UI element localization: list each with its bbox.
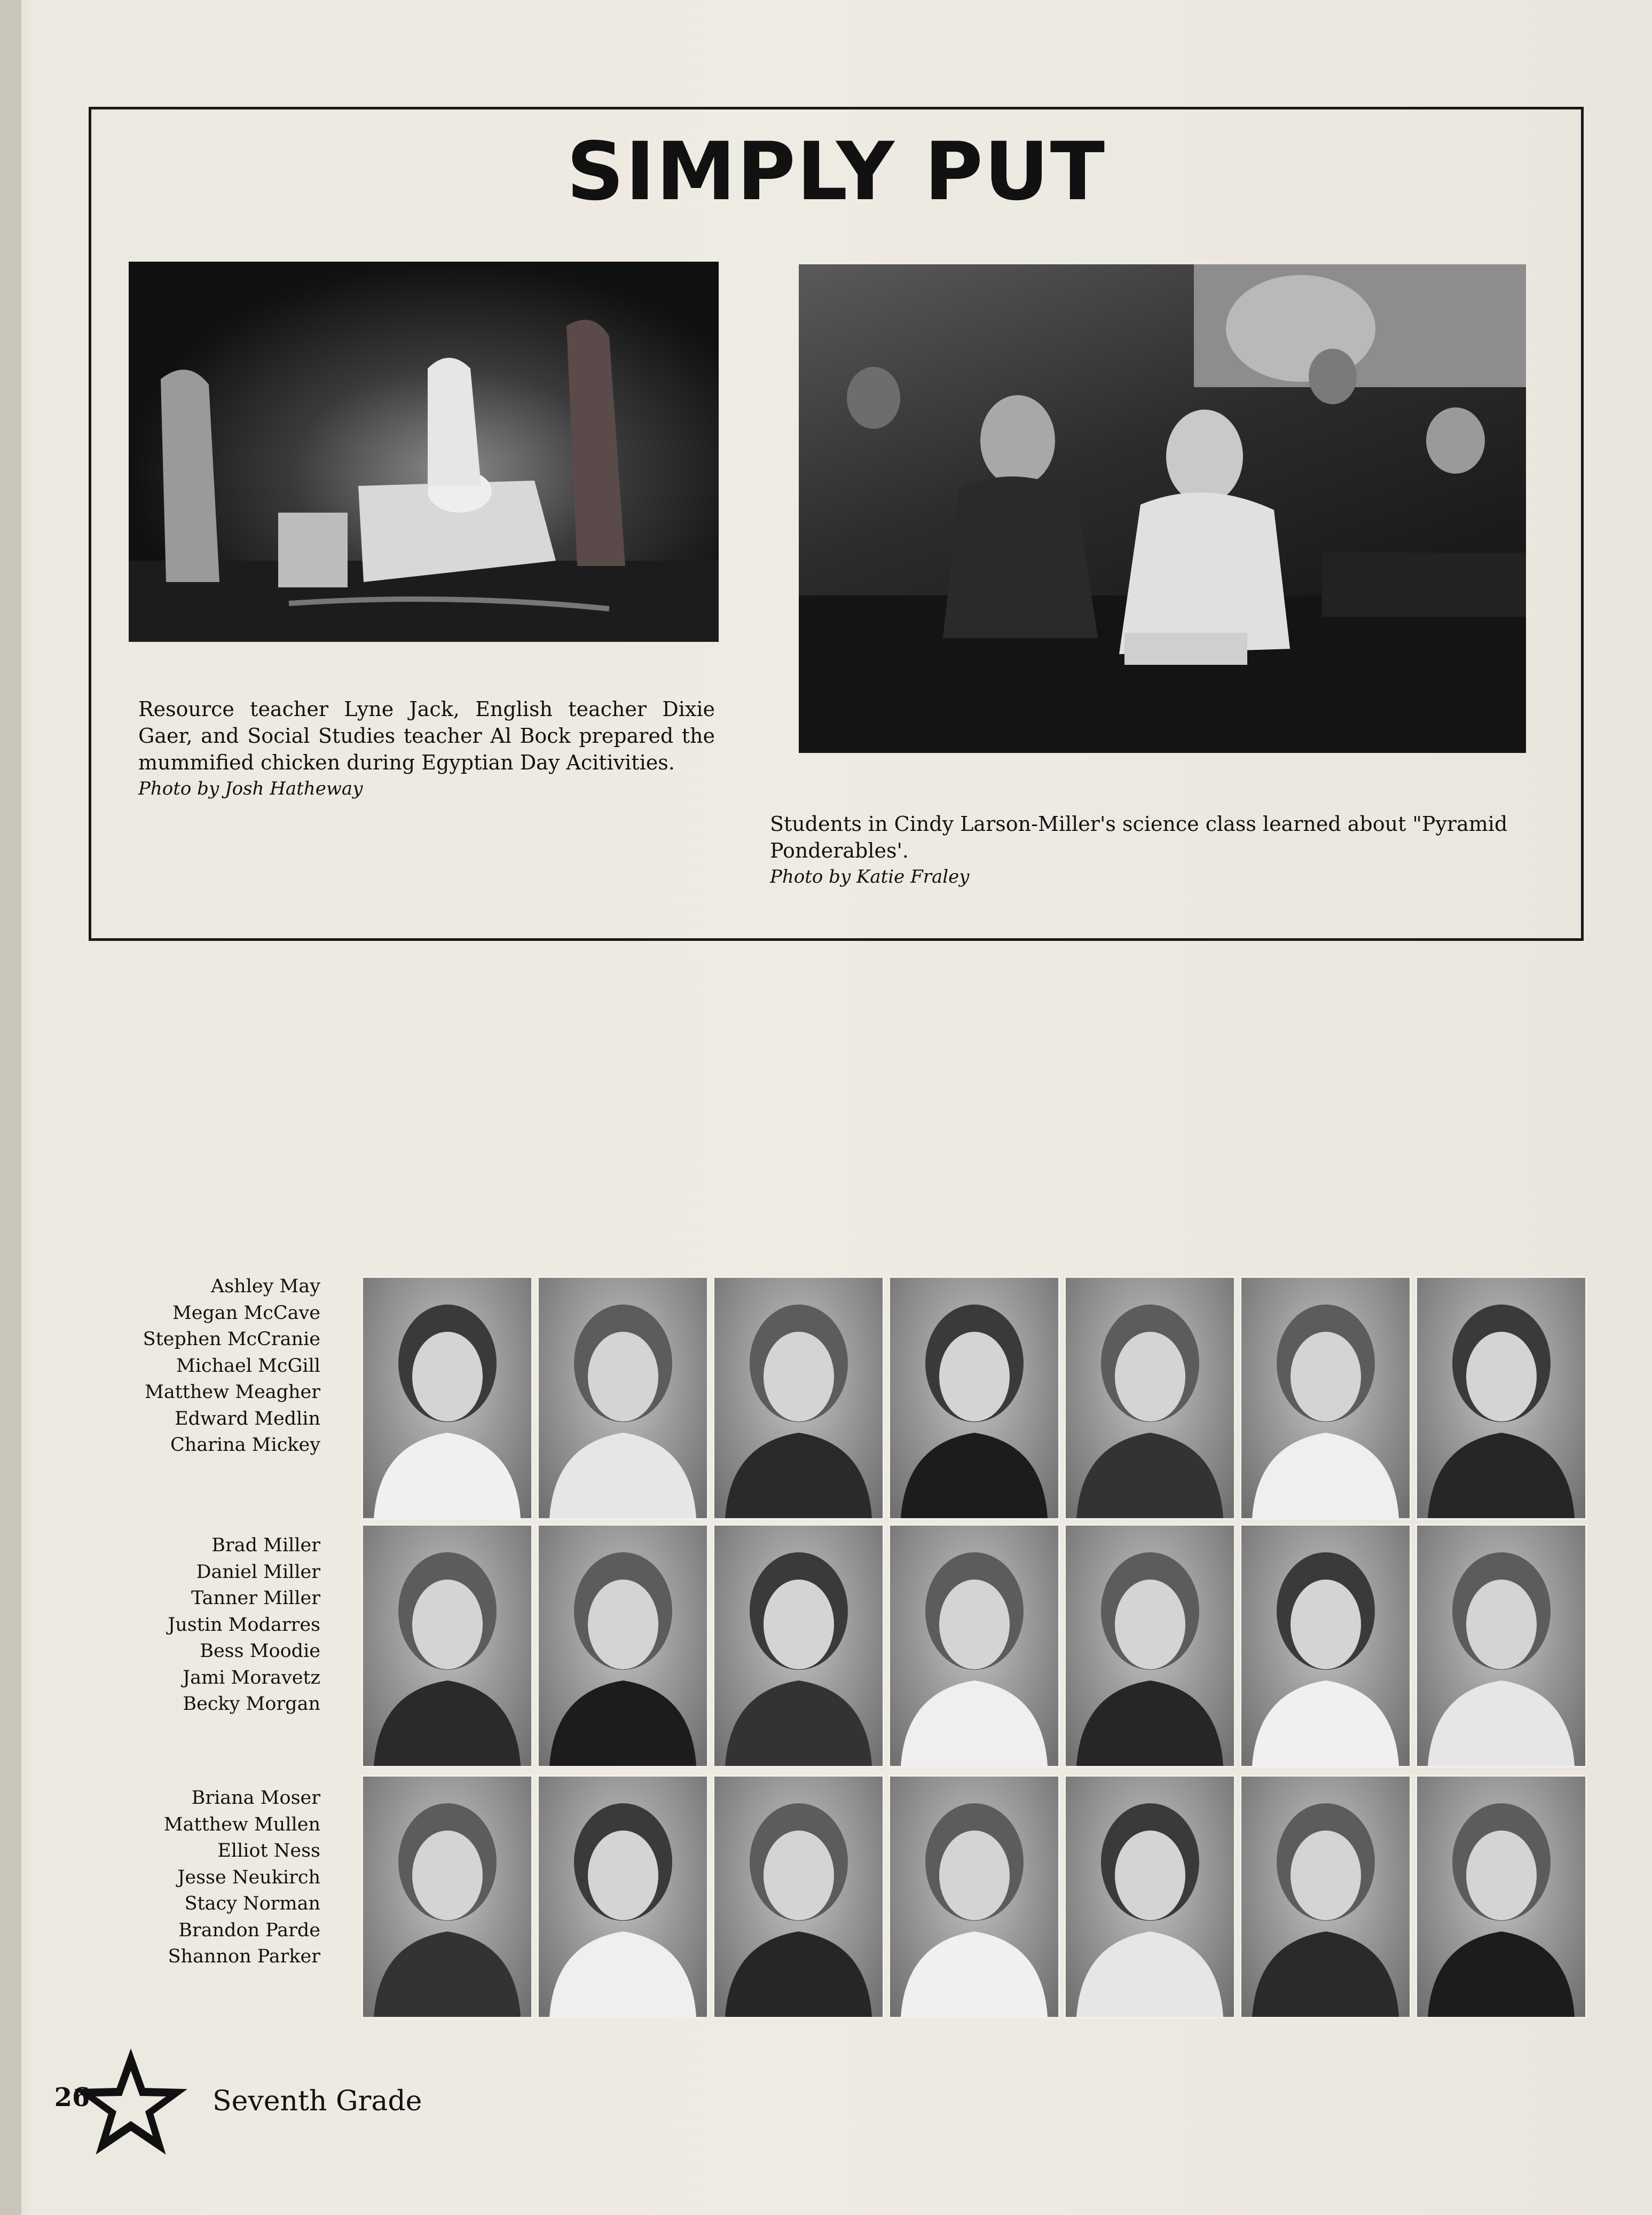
student-name: Charina Mickey	[170, 1434, 320, 1456]
stage-caption-text: Resource teacher Lyne Jack, English teacher Dixie Gaer, and Social Studies teacher Al Bock prepared the mummified chicken during Egyptian Day Acitivities.	[138, 697, 715, 774]
student-portrait	[714, 1777, 883, 2017]
student-portrait	[1417, 1278, 1585, 1518]
student-portrait	[539, 1526, 707, 1766]
portrait-row-1	[363, 1278, 1586, 1523]
student-name: Briana Moser	[191, 1787, 320, 1809]
feature-title: SIMPLY PUT	[566, 125, 1106, 218]
student-name: Ashley May	[210, 1276, 320, 1297]
student-name: Daniel Miller	[196, 1561, 320, 1583]
student-name: Brad Miller	[211, 1535, 320, 1556]
student-portrait	[1241, 1526, 1410, 1766]
classroom-caption-text: Students in Cindy Larson-Miller's science class learned about "Pyramid Ponderables'.	[770, 812, 1508, 862]
section-label: Seventh Grade	[213, 2085, 422, 2117]
classroom-photo-caption	[770, 811, 1517, 890]
student-name: Stephen McCranie	[143, 1329, 320, 1350]
student-name: Becky Morgan	[183, 1693, 320, 1715]
portrait-row-3	[363, 1777, 1586, 2022]
stage-photo-caption	[138, 696, 715, 802]
student-name: Elliot Ness	[217, 1840, 320, 1861]
student-portrait	[890, 1526, 1058, 1766]
student-name: Tanner Miller	[191, 1588, 320, 1609]
student-name: Matthew Mullen	[163, 1813, 320, 1835]
portrait-row-2	[363, 1526, 1586, 1771]
student-name: Megan McCave	[172, 1302, 320, 1324]
student-portrait	[363, 1777, 531, 2017]
classroom-photo-credit: Photo by Katie Fraley	[770, 866, 970, 887]
student-name: Bess Moodie	[200, 1640, 320, 1662]
page-binding-shadow	[0, 0, 21, 2215]
student-portrait	[1066, 1278, 1234, 1518]
classroom-photo	[799, 264, 1526, 753]
student-portrait	[539, 1278, 707, 1518]
name-list-row-2	[123, 1533, 320, 1718]
student-name: Justin Modarres	[168, 1614, 320, 1636]
student-portrait	[1241, 1278, 1410, 1518]
student-portrait	[714, 1526, 883, 1766]
stage-photo-credit: Photo by Josh Hatheway	[138, 778, 363, 799]
student-portrait	[1066, 1526, 1234, 1766]
student-portrait	[1241, 1777, 1410, 2017]
page-number: 26	[54, 2083, 90, 2112]
student-name: Jesse Neukirch	[177, 1866, 320, 1888]
student-portrait	[1066, 1777, 1234, 2017]
student-name: Brandon Parde	[178, 1919, 320, 1941]
stage-photo	[129, 262, 719, 642]
student-name: Jami Moravetz	[183, 1667, 320, 1688]
student-portrait	[363, 1278, 531, 1518]
student-name: Matthew Meagher	[145, 1381, 320, 1403]
student-name: Stacy Norman	[184, 1893, 320, 1914]
student-name: Shannon Parker	[168, 1946, 320, 1967]
student-name: Michael McGill	[176, 1355, 320, 1377]
student-portrait	[363, 1526, 531, 1766]
name-list-row-1	[123, 1274, 320, 1459]
student-portrait	[1417, 1777, 1585, 2017]
student-portrait	[714, 1278, 883, 1518]
student-portrait	[890, 1278, 1058, 1518]
student-portrait	[539, 1777, 707, 2017]
student-portrait	[1417, 1526, 1585, 1766]
student-portrait	[890, 1777, 1058, 2017]
name-list-row-3	[123, 1785, 320, 1970]
student-name: Edward Medlin	[175, 1408, 320, 1429]
feature-box	[89, 107, 1584, 941]
